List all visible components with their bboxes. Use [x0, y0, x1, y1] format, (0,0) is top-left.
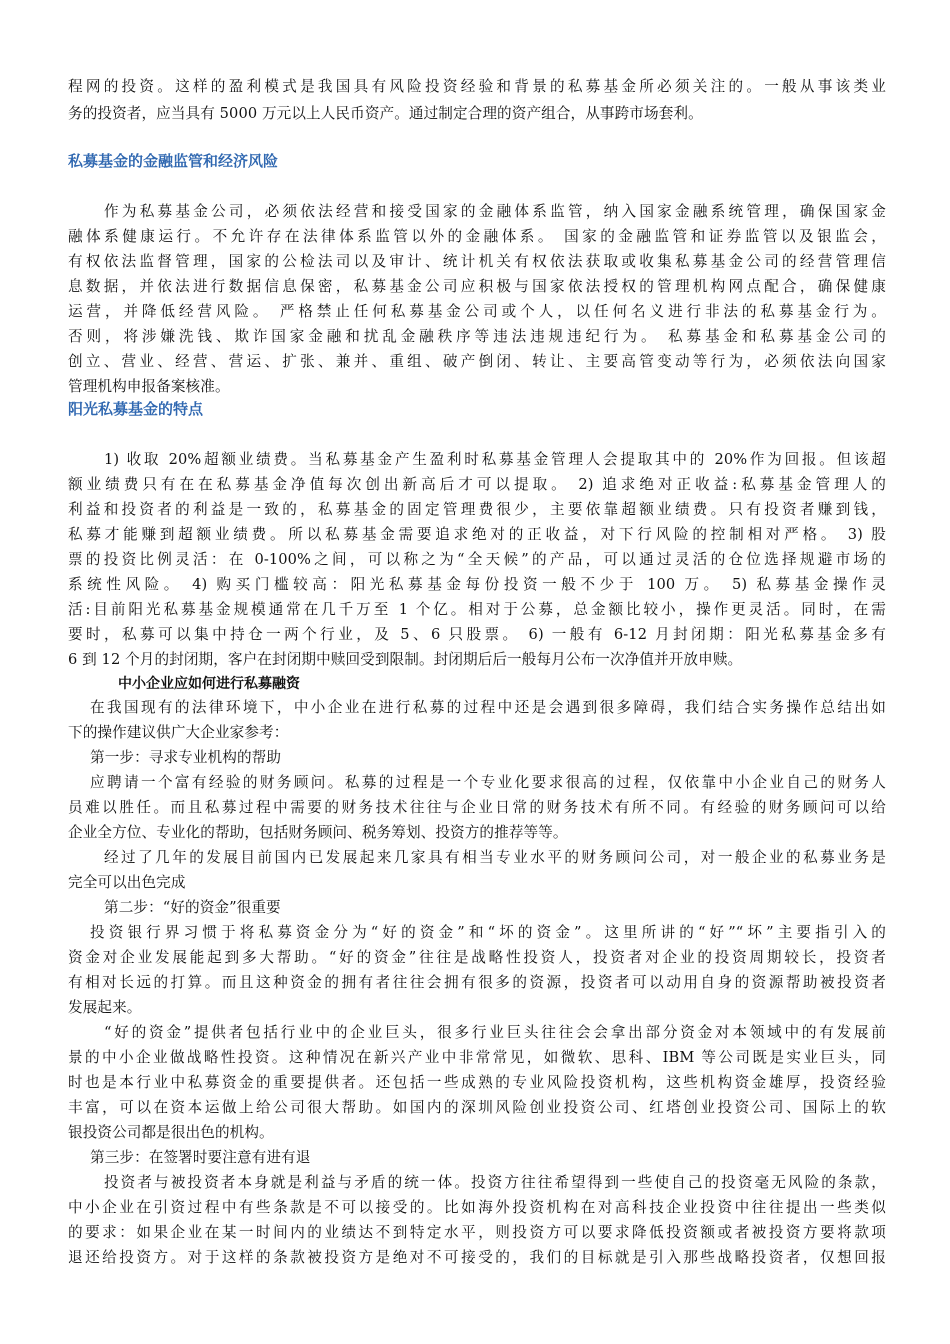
paragraph-line: 完全可以出色完成 — [68, 874, 186, 891]
paragraph-line: 额业绩费只有在在私募基金净值每次创出新高后才可以提取。 2) 追求绝对正收益:私募基金管理人的 — [68, 476, 886, 493]
paragraph-line: 丰富，可以在资本运做上给公司很大帮助。如国内的深圳风险创业投资公司、红塔创业投资公司、国际上的软 — [68, 1099, 886, 1116]
paragraph-line: 运营，并降低经营风险。 严格禁止任何私募基金公司或个人，以任何名义进行非法的私募基金行为。 — [68, 303, 886, 320]
paragraph-line: 利益和投资者的利益是一致的，私募基金的固定管理费很少，主要依靠超额业绩费。只有投资者赚到钱， — [68, 501, 886, 518]
paragraph-line: 企业全方位、专业化的帮助，包括财务顾问、税务筹划、投资方的推荐等等。 — [68, 824, 568, 841]
step-heading: 第三步：在签署时要注意有进有退 — [90, 1149, 311, 1166]
section-heading-features: 阳光私募基金的特点 — [68, 400, 204, 418]
intro-line: 务的投资者，应当具有 5000 万元以上人民币资产。通过制定合理的资产组合，从事跨市场套利。 — [68, 105, 703, 122]
paragraph-line: 6 到 12 个月的封闭期，客户在封闭期中赎回受到限制。封闭期后后一般每月公布一次净值并开放申赎。 — [68, 651, 743, 668]
paragraph-line: 息数据，并依法进行数据信息保密，私募基金公司应积极与国家依法授权的管理机构网点配合，确保健康 — [68, 278, 886, 295]
paragraph-line: 要时，私募可以集中持仓一两个行业，及 5、6 只股票。 6) 一般有 6-12 月封闭期：阳光私募基金多有 — [68, 626, 886, 643]
paragraph-line: 中小企业在引资过程中有些条款是不可以接受的。比如海外投资机构在对高科技企业投资中往往提出一些类似 — [68, 1199, 886, 1216]
paragraph-line: 私募才能赚到超额业绩费。所以私募基金需要追求绝对的正收益，对下行风险的控制相对严格。 3) 股 — [68, 526, 886, 543]
paragraph-line: 经过了几年的发展目前国内已发展起来几家具有相当专业水平的财务顾问公司，对一般企业的私募业务是 — [104, 849, 886, 866]
paragraph-line: 否则，将涉嫌洗钱、欺诈国家金融和扰乱金融秩序等违法违规违纪行为。 私募基金和私募基金公司的 — [68, 328, 886, 345]
paragraph-line: 员难以胜任。而且私募过程中需要的财务技术往往与企业日常的财务技术有所不同。有经验的财务顾问可以给 — [68, 799, 886, 816]
step-heading: 第二步：“好的资金”很重要 — [104, 899, 281, 916]
paragraph-line: 投资者与被投资者本身就是利益与矛盾的统一体。投资方往往希望得到一些使自己的投资毫无风险的条款， — [104, 1174, 886, 1191]
paragraph-line: 下的操作建议供广大企业家参考： — [68, 724, 289, 741]
paragraph-line: 作为私募基金公司，必须依法经营和接受国家的金融体系监管，纳入国家金融系统管理，确保国家金 — [104, 203, 886, 220]
step-heading: 第一步：寻求专业机构的帮助 — [90, 749, 282, 766]
paragraph-line: 在我国现有的法律环境下，中小企业在进行私募的过程中还是会遇到很多障碍，我们结合实务操作总结出如 — [90, 699, 886, 716]
paragraph-line: 管理机构申报备案核准。 — [68, 378, 230, 395]
paragraph-line: “好的资金”提供者包括行业中的企业巨头，很多行业巨头往往会会拿出部分资金对本领域中的有发展前 — [104, 1024, 886, 1041]
paragraph-line: 有权依法监督管理，国家的公检法司以及审计、统计机关有权依法获取或收集私募基金公司的经营管理信 — [68, 253, 886, 270]
paragraph-line: 创立、营业、经营、营运、扩张、兼并、重组、破产倒闭、转让、主要高管变动等行为，必须依法向国家 — [68, 353, 886, 370]
paragraph-line: 有相对长远的打算。而且这种资金的拥有者往往会拥有很多的资源，投资者可以动用自身的资源帮助被投资者 — [68, 974, 886, 991]
paragraph-line: 1) 收取 20%超额业绩费。当私募基金产生盈利时私募基金管理人会提取其中的 20%作为回报。但该超 — [104, 451, 886, 468]
section-heading-regulation: 私募基金的金融监管和经济风险 — [68, 152, 279, 170]
paragraph-line: 发展起来。 — [68, 999, 142, 1016]
paragraph-line: 资金对企业发展能起到多大帮助。“好的资金”往往是战略性投资人，投资者对企业的投资周期较长，投资者 — [68, 949, 886, 966]
paragraph-line: 景的中小企业做战略性投资。这种情况在新兴产业中非常常见，如微软、思科、IBM 等公司既是实业巨头，同 — [68, 1049, 886, 1066]
section-heading-sme: 中小企业应如何进行私募融资 — [118, 676, 300, 692]
paragraph-line: 时也是本行业中私募资金的重要提供者。还包括一些成熟的专业风险投资机构，这些机构资金雄厚，投资经验 — [68, 1074, 886, 1091]
paragraph-line: 退还给投资方。对于这样的条款被投资方是绝对不可接受的，我们的目标就是引入那些战略投资者，仅想回报 — [68, 1249, 886, 1266]
paragraph-line: 活:目前阳光私募基金规模通常在几千万至 1 个亿。相对于公募，总金额比较小，操作更灵活。同时，在需 — [68, 601, 886, 618]
paragraph-line: 票的投资比例灵活：在 0-100%之间，可以称之为“全天候”的产品，可以通过灵活的仓位选择规避市场的 — [68, 551, 886, 568]
paragraph-line: 银投资公司都是很出色的机构。 — [68, 1124, 274, 1141]
intro-line: 程网的投资。这样的盈利模式是我国具有风险投资经验和背景的私募基金所必须关注的。一般从事该类业 — [68, 78, 886, 95]
paragraph-line: 的要求：如果企业在某一时间内的业绩达不到特定水平，则投资方可以要求降低投资额或者被投资方要将款项 — [68, 1224, 886, 1241]
paragraph-line: 系统性风险。 4) 购买门槛较高：阳光私募基金每份投资一般不少于 100 万。 5) 私募基金操作灵 — [68, 576, 886, 593]
paragraph-line: 应聘请一个富有经验的财务顾问。私募的过程是一个专业化要求很高的过程，仅依靠中小企业自己的财务人 — [90, 774, 886, 791]
paragraph-line: 投资银行界习惯于将私募资金分为“好的资金”和“坏的资金”。这里所讲的“好”“坏”主要指引入的 — [90, 924, 886, 941]
paragraph-line: 融体系健康运行。不允许存在法律体系监管以外的金融体系。 国家的金融监管和证券监管以及银监会， — [68, 228, 886, 245]
